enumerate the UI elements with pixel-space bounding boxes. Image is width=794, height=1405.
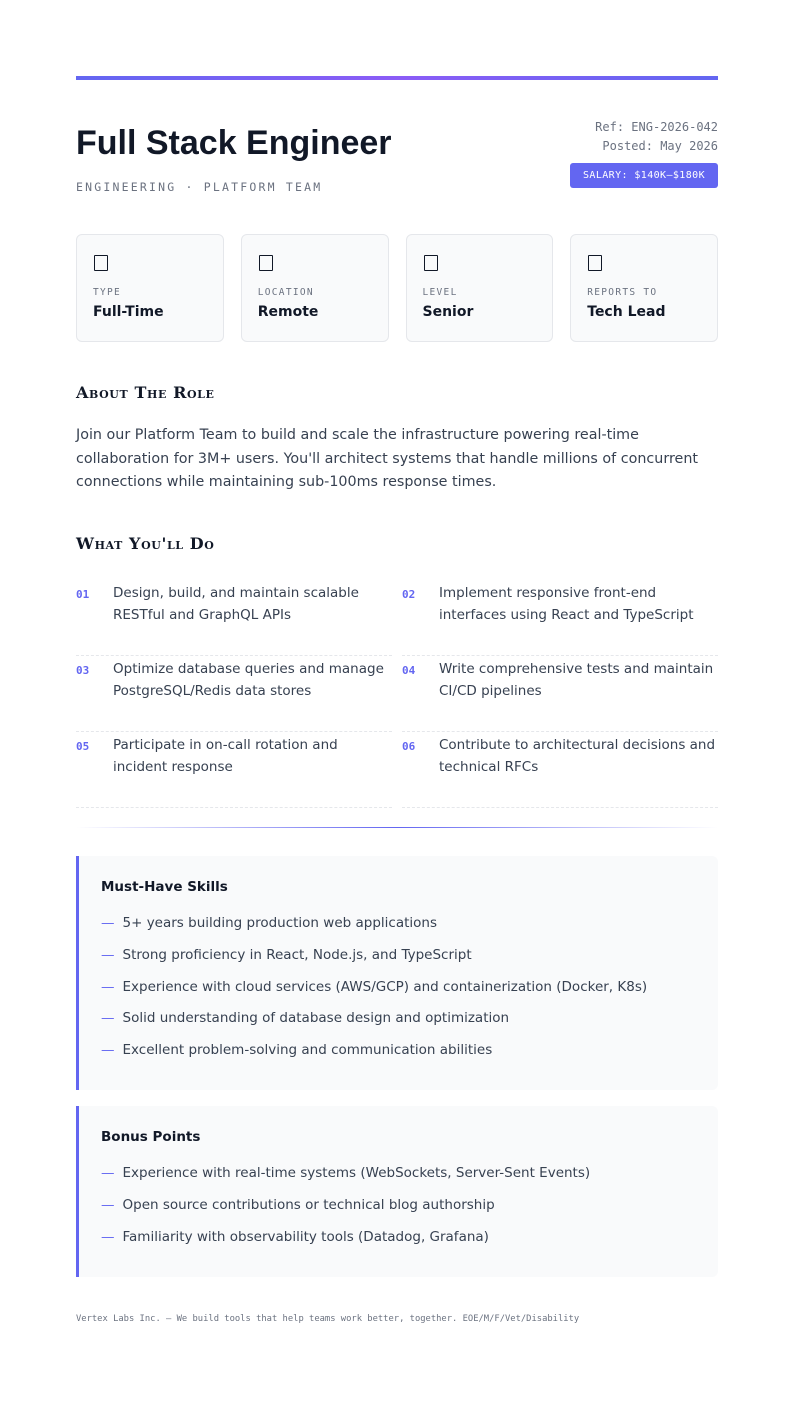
salary-badge: SALARY: $140K–$180K [570, 163, 718, 188]
user-icon [588, 255, 602, 271]
item-text: Optimize database queries and manage PostgreSQL/Redis data stores [113, 661, 384, 699]
dash-icon: — [101, 1196, 115, 1213]
item-text: Experience with real-time systems (WebSockets, Server-Sent Events) [122, 1165, 591, 1181]
item-text: Contribute to architectural decisions and technical RFCs [439, 737, 716, 775]
item-text: Write comprehensive tests and maintain CI/CD pipelines [439, 661, 714, 699]
list-item [76, 656, 392, 732]
dash-icon: — [101, 1010, 115, 1027]
job-title: Full Stack Engineer [76, 124, 392, 162]
list-item [101, 1164, 718, 1196]
dash-icon: — [101, 978, 115, 995]
card-value: Full-Time [93, 304, 164, 320]
list-item [101, 914, 718, 946]
section-divider [76, 827, 718, 828]
card-label: TYPE [93, 287, 122, 298]
must-have-title: Must-Have Skills [101, 879, 228, 895]
responsibilities-list [76, 580, 718, 808]
list-item [101, 978, 718, 1010]
item-number: 05 [76, 740, 90, 753]
dash-icon: — [101, 946, 115, 963]
accent-bar [76, 76, 718, 80]
bonus-list [101, 1164, 718, 1259]
card-level [406, 234, 554, 342]
card-label: LEVEL [422, 287, 458, 298]
list-item [76, 580, 392, 656]
item-text: 5+ years building production web applications [122, 915, 437, 931]
item-text: Participate in on-call rotation and incident response [113, 737, 338, 775]
item-number: 03 [76, 664, 90, 677]
item-text: Familiarity with observability tools (Datadog, Grafana) [122, 1228, 489, 1245]
item-number: 01 [76, 588, 90, 601]
list-item [76, 732, 392, 808]
about-text: Join our Platform Team to build and scale the infrastructure powering real-time collaboration for 3M+ users. You'll architect systems that handle millions of concurrent connections while maintaining sub-100ms response times. [76, 427, 698, 490]
department-subtitle: ENGINEERING · PLATFORM TEAM [76, 180, 323, 194]
location-icon [259, 255, 273, 271]
list-item [101, 1228, 718, 1260]
card-label: REPORTS TO [587, 287, 658, 298]
item-number: 04 [402, 664, 416, 677]
dash-icon: — [101, 915, 115, 931]
level-icon [424, 255, 438, 271]
list-item [101, 1041, 718, 1073]
item-number: 02 [402, 588, 416, 601]
item-text: Implement responsive front-end interfaces using React and TypeScript [439, 585, 694, 623]
about-heading: About The Role [76, 383, 215, 402]
list-item [402, 656, 718, 732]
responsibilities-heading: What You'll Do [76, 534, 215, 553]
dash-icon: — [101, 1042, 115, 1059]
card-reports-to [570, 234, 718, 342]
card-value: Tech Lead [587, 304, 666, 320]
list-item [402, 732, 718, 808]
card-label: LOCATION [257, 287, 314, 298]
footer-text: Vertex Labs Inc. — We build tools that help teams work better, together. EOE/M/F/Vet/Disability [76, 1314, 580, 1324]
card-location [241, 234, 389, 342]
bonus-points [76, 1106, 718, 1277]
reference-number: Ref: ENG-2026-042 [595, 120, 718, 134]
job-detail-cards [76, 234, 718, 342]
list-item [402, 580, 718, 656]
must-have-list [101, 914, 718, 1073]
card-value: Remote [257, 304, 319, 320]
card-type [76, 234, 224, 342]
item-number: 06 [402, 740, 416, 753]
item-text: Experience with cloud services (AWS/GCP) and containerization (Docker, K8s) [122, 978, 648, 995]
briefcase-icon [94, 255, 108, 271]
list-item [101, 946, 718, 978]
item-text: Strong proficiency in React, Node.js, and TypeScript [122, 946, 472, 963]
bonus-title: Bonus Points [101, 1129, 201, 1145]
posted-date: Posted: May 2026 [602, 139, 718, 153]
card-value: Senior [422, 304, 474, 320]
list-item [101, 1196, 718, 1228]
dash-icon: — [101, 1165, 115, 1181]
must-have-skills [76, 856, 718, 1090]
list-item [101, 1009, 718, 1041]
item-text: Open source contributions or technical blog authorship [122, 1196, 495, 1213]
job-meta [595, 118, 718, 156]
item-text: Solid understanding of database design and optimization [122, 1010, 510, 1027]
item-text: Excellent problem-solving and communication abilities [122, 1042, 493, 1059]
item-text: Design, build, and maintain scalable RESTful and GraphQL APIs [113, 585, 359, 623]
dash-icon: — [101, 1228, 115, 1245]
